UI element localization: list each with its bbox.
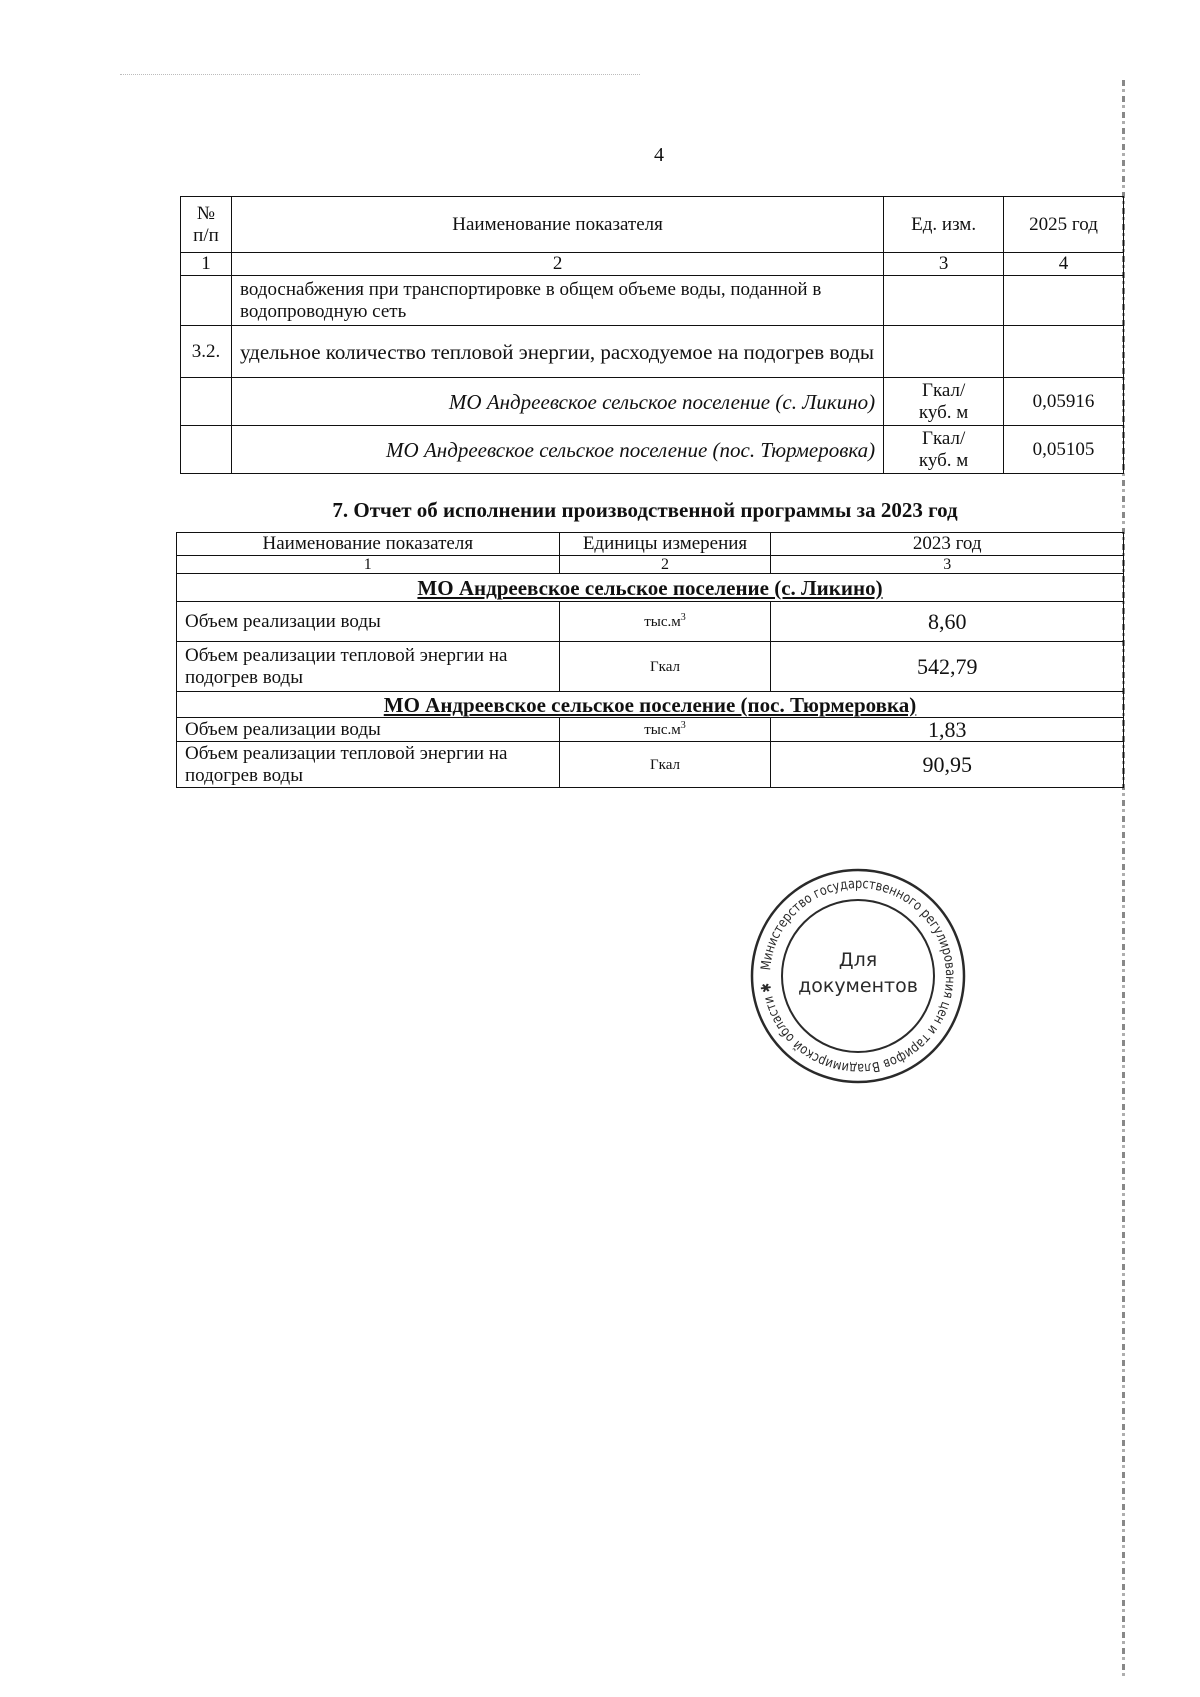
row-value [1004,326,1124,378]
row-value [1004,276,1124,326]
row-value: 1,83 [771,718,1124,742]
table-header-row [177,533,1124,556]
scan-artifact [120,74,640,75]
group-row [177,574,1124,602]
header-name: Наименование показателя [177,533,560,556]
group-title: МО Андреевское сельское поселение (с. Ликино) [177,574,1124,602]
index-cell: 2 [559,556,771,574]
row-name: водоснабжения при транспортировке в общем объеме воды, поданной в водопроводную сеть [231,276,883,326]
table-row [177,642,1124,692]
page-number: 4 [654,144,664,166]
header-unit: Ед. изм. [884,197,1004,253]
stamp-center-line1: Для [838,949,878,971]
table-index-row [181,253,1124,276]
row-name: Объем реализации тепловой энергии на подогрев воды [177,642,560,692]
row-unit [559,642,771,692]
unit-top: Гкал/ [921,379,966,401]
table-row [177,718,1124,742]
unit-top: Гкал/ [921,427,966,449]
row-unit [884,276,1004,326]
group-row [177,692,1124,718]
row-name: Объем реализации тепловой энергии на подогрев воды [177,742,560,788]
index-cell: 2 [231,253,883,276]
table-row [177,742,1124,788]
table-row [181,276,1124,326]
unit-text: тыс.м [644,721,681,738]
row-value: 0,05916 [1004,378,1124,426]
row-value: 542,79 [771,642,1124,692]
header-year: 2025 год [1004,197,1124,253]
index-cell: 1 [177,556,560,574]
index-cell: 3 [884,253,1004,276]
index-cell: 3 [771,556,1124,574]
row-name: МО Андреевское сельское поселение (с. Ликино) [231,378,883,426]
table-row [177,602,1124,642]
table-row [181,378,1124,426]
unit-bottom: куб. м [918,449,969,471]
section-title: 7. Отчет об исполнении производственной программы за 2023 год [332,498,958,522]
header-name: Наименование показателя [231,197,883,253]
unit-text: Гкал [649,658,680,675]
table-header-row [181,197,1124,253]
row-num [181,276,232,326]
row-unit [559,602,771,642]
unit-text: Гкал [649,756,680,773]
row-name: МО Андреевское сельское поселение (пос. Тюрмеровка) [231,426,883,474]
unit-text: тыс.м [644,613,681,630]
row-name: удельное количество тепловой энергии, расходуемое на подогрев воды [231,326,883,378]
stamp-ring-text-path: Министерство государственного регулирования цен и тарифов Владимирской области ✱ [757,875,959,1077]
row-value: 90,95 [771,742,1124,788]
stamp-center-line2: документов [798,975,918,997]
group-title: МО Андреевское сельское поселение (пос. Тюрмеровка) [177,692,1124,718]
row-num: 3.2. [181,326,232,378]
unit-bottom: куб. м [918,401,969,423]
index-cell: 4 [1004,253,1124,276]
row-num [181,426,232,474]
indicators-table [180,196,1124,474]
table-row [181,326,1124,378]
unit-superscript: 3 [680,719,686,731]
row-unit [884,326,1004,378]
row-value: 8,60 [771,602,1124,642]
row-unit [559,718,771,742]
row-unit [884,426,1004,474]
row-name: Объем реализации воды [177,718,560,742]
unit-superscript: 3 [680,611,686,623]
official-stamp [748,866,968,1086]
row-unit [884,378,1004,426]
row-unit [559,742,771,788]
header-unit: Единицы измерения [559,533,771,556]
table-row [181,426,1124,474]
header-num: № п/п [181,197,232,253]
row-value: 0,05105 [1004,426,1124,474]
index-cell: 1 [181,253,232,276]
header-year: 2023 год [771,533,1124,556]
table-index-row [177,556,1124,574]
row-name: Объем реализации воды [177,602,560,642]
report-table [176,532,1124,788]
row-num [181,378,232,426]
